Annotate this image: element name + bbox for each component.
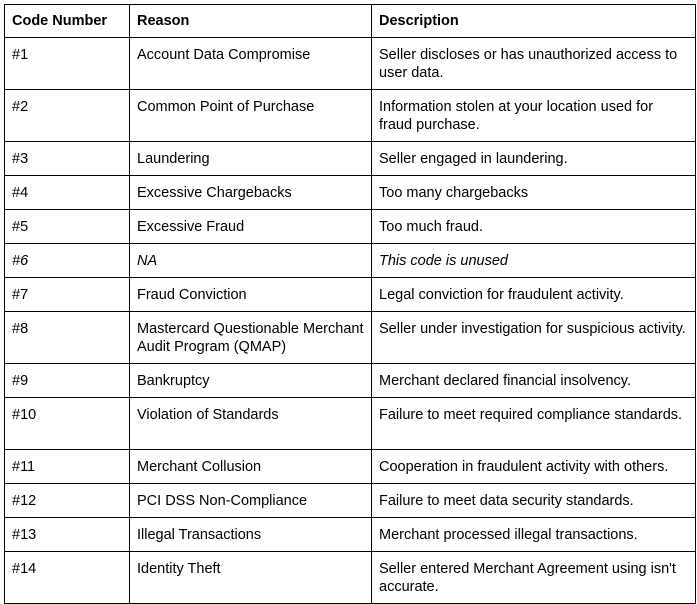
reason-cell: Identity Theft [130,552,372,604]
table-row [5,518,696,552]
table-row [5,176,696,210]
reason-cell: Common Point of Purchase [130,90,372,142]
code-cell: #7 [5,278,130,312]
description-cell: Legal conviction for fraudulent activity. [372,278,696,312]
description-cell: Seller engaged in laundering. [372,142,696,176]
table-header [5,5,696,38]
description-cell: Seller entered Merchant Agreement using isn't accurate. [372,552,696,604]
table-body [5,38,696,604]
table-row [5,484,696,518]
code-cell: #13 [5,518,130,552]
code-cell: #11 [5,450,130,484]
description-cell: Failure to meet required compliance standards. [372,398,696,450]
description-cell: Seller under investigation for suspicious activity. [372,312,696,364]
description-cell: Failure to meet data security standards. [372,484,696,518]
table-row [5,244,696,278]
table-row [5,552,696,604]
table-row [5,90,696,142]
reason-cell: PCI DSS Non-Compliance [130,484,372,518]
code-cell: #2 [5,90,130,142]
code-cell: #4 [5,176,130,210]
description-cell: Cooperation in fraudulent activity with others. [372,450,696,484]
reason-cell: NA [130,244,372,278]
code-cell: #14 [5,552,130,604]
code-cell: #12 [5,484,130,518]
description-cell: Merchant declared financial insolvency. [372,364,696,398]
code-cell: #8 [5,312,130,364]
header-reason: Reason [130,5,372,38]
reason-cell: Excessive Chargebacks [130,176,372,210]
reason-cell: Illegal Transactions [130,518,372,552]
reason-cell: Mastercard Questionable Merchant Audit Program (QMAP) [130,312,372,364]
header-description: Description [372,5,696,38]
code-cell: #3 [5,142,130,176]
table-row [5,38,696,90]
reason-cell: Account Data Compromise [130,38,372,90]
description-cell: This code is unused [372,244,696,278]
description-cell: Too many chargebacks [372,176,696,210]
merchant-codes-table [4,4,696,604]
description-cell: Too much fraud. [372,210,696,244]
table-row [5,450,696,484]
table-row [5,364,696,398]
reason-cell: Violation of Standards [130,398,372,450]
header-code-number: Code Number [5,5,130,38]
code-cell: #9 [5,364,130,398]
code-cell: #5 [5,210,130,244]
table-row [5,278,696,312]
table-row [5,142,696,176]
header-row [5,5,696,38]
description-cell: Information stolen at your location used for fraud purchase. [372,90,696,142]
reason-cell: Laundering [130,142,372,176]
reason-cell: Fraud Conviction [130,278,372,312]
table-row [5,312,696,364]
reason-cell: Excessive Fraud [130,210,372,244]
description-cell: Seller discloses or has unauthorized access to user data. [372,38,696,90]
description-cell: Merchant processed illegal transactions. [372,518,696,552]
code-cell: #6 [5,244,130,278]
table-row [5,398,696,450]
code-cell: #10 [5,398,130,450]
reason-cell: Merchant Collusion [130,450,372,484]
reason-cell: Bankruptcy [130,364,372,398]
table-row [5,210,696,244]
code-cell: #1 [5,38,130,90]
